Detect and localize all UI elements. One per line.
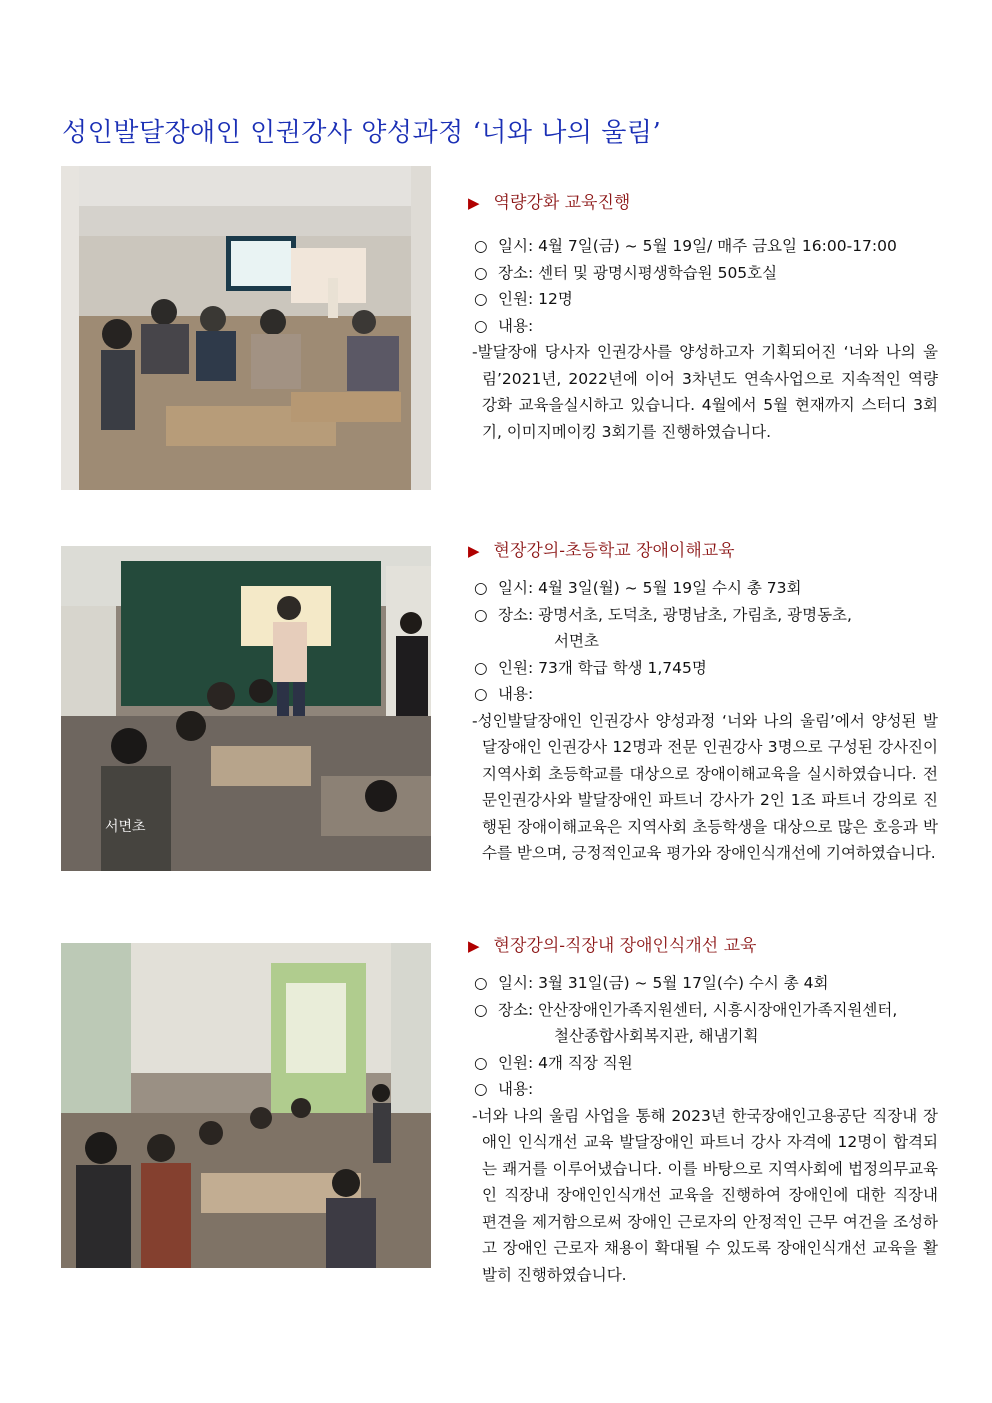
photo-elementary-class xyxy=(61,546,431,871)
section-3-content-label: ○ 내용: xyxy=(474,1080,534,1098)
section-2-content-label: ○ 내용: xyxy=(474,685,534,703)
section-2-date: ○ 일시: 4월 3일(월) ~ 5월 19일 수시 총 73회 xyxy=(474,579,802,597)
section-2-heading: ▶ 현장강의-초등학교 장애이해교육 xyxy=(468,541,735,561)
photo-training-classroom xyxy=(61,166,431,490)
section-1-place: ○ 장소: 센터 및 광명시평생학습원 505호실 xyxy=(474,263,778,282)
section-3-people: ○ 인원: 4개 직장 직원 xyxy=(474,1053,633,1072)
section-3-description: -너와 나의 울림 사업을 통해 2023년 한국장애인고용공단 직장내 장애인 인식개선 교육 발달장애인 파트너 강사 자격에 12명이 합격되는 쾌거를 이루어냈습니다. 이를 바탕으로 지역사회에 법정의무교육인 직장내 장애인인식개선 교육을 진행하여 장애인에 대한 직장내 편견을 제거함으로써 장애인 근로자의 안정적인 근무 여건을 조성하고 장애인 근로자 채용이 확대될 수 있도록 장애인식개선 교육을 활발히 진행하였습니다. xyxy=(472,1106,938,1284)
section-2-description: -성인발달장애인 인권강사 양성과정 ‘너와 나의 울림’에서 양성된 발달장애인 인권강사 12명과 전문 인권강사 3명으로 구성된 강사진이 지역사회 초등학교를 대상으로 장애이해교육을 실시하였습니다. 전문인권강사와 발달장애인 파트너 강사가 2인 1조 파트너 강의로 진행된 장애이해교육은 지역사회 초등학생을 대상으로 많은 호응과 박수를 받으며, 긍정적인교육 평가와 장애인식개선에 기여하였습니다. xyxy=(472,711,938,862)
photo-shirt-text: 서면초 xyxy=(105,819,146,835)
section-1-date: ○ 일시: 4월 7일(금) ~ 5월 19일/ 매주 금요일 16:00-17:00 xyxy=(474,237,897,255)
section-3-date: ○ 일시: 3월 31일(금) ~ 5월 17일(수) 수시 총 4회 xyxy=(474,974,829,992)
triangle-icon: ▶ xyxy=(468,542,480,560)
section-2-place: ○ 장소: 광명서초, 도덕초, 광명남초, 가림초, 광명동초, 서면초 xyxy=(474,605,852,650)
section-3-heading: ▶ 현장강의-직장내 장애인식개선 교육 xyxy=(468,936,757,956)
section-1-description: -발달장애 당사자 인권강사를 양성하고자 기획되어진 ‘너와 나의 울림’2021년, 2022년에 이어 3차년도 연속사업으로 지속적인 역량강화 교육을실시하고 있습니다. 4월에서 5월 현재까지 스터디 3회기, 이미지메이킹 3회기를 진행하였습니다. xyxy=(472,343,938,441)
section-2-text xyxy=(468,536,938,867)
triangle-icon: ▶ xyxy=(468,937,480,955)
section-1-text xyxy=(468,188,938,445)
section-2-people: ○ 인원: 73개 학급 학생 1,745명 xyxy=(474,658,707,677)
section-3-text xyxy=(468,931,938,1288)
section-1-content-label: ○ 내용: xyxy=(474,316,534,335)
section-3-place: ○ 장소: 안산장애인가족지원센터, 시흥시장애인가족지원센터, 철산종합사회복지관, 해냄기획 xyxy=(474,1000,898,1045)
section-1-people: ○ 인원: 12명 xyxy=(474,290,573,308)
photo-workplace-education xyxy=(61,943,431,1268)
section-1-heading: ▶ 역량강화 교육진행 xyxy=(468,193,631,213)
page-title: 성인발달장애인 인권강사 양성과정 ‘너와 나의 울림’ xyxy=(62,118,662,148)
triangle-icon: ▶ xyxy=(468,194,480,212)
